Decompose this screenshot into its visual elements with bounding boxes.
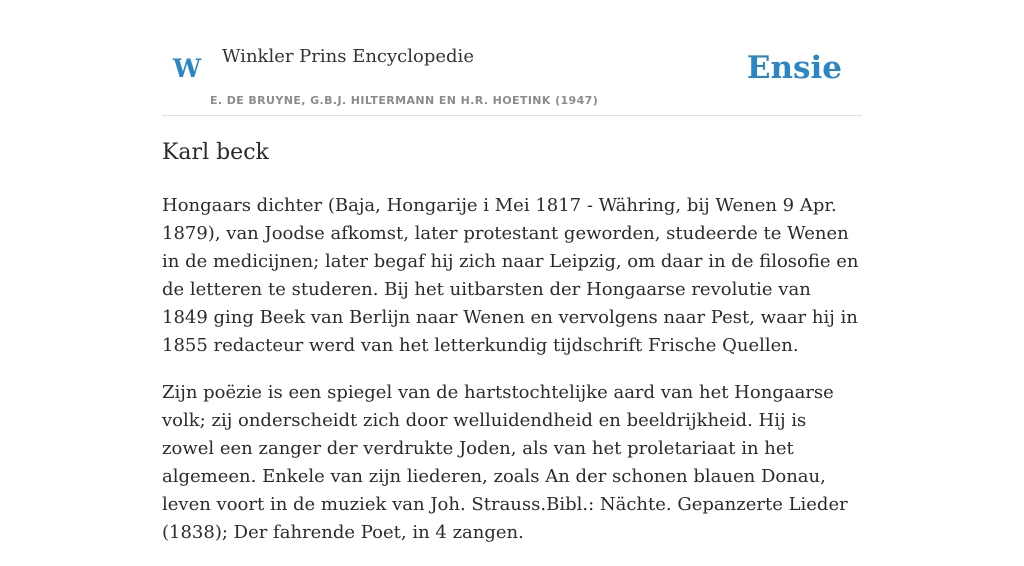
article-paragraph: Zijn poëzie is een spiegel van de hartstochtelijke aard van het Hongaarse volk; zij onderscheidt zich door welluidendheid en beeldrijkheid. Hij is zowel een zanger der verdrukte Joden, als van het proletariaat in het algemeen. Enkele van zijn liederen, zoals An der schonen blauen Donau, leven voort in de muziek van Joh. Strauss.Bibl.: Nächte. Gepanzerte Lieder (1838); Der fahrende Poet, in 4 zangen. <box>162 382 848 543</box>
article-body <box>162 192 862 566</box>
source-logo[interactable]: W <box>173 54 202 83</box>
source-authors: E. DE BRUYNE, G.B.J. HILTERMANN EN H.R. HOETINK (1947) <box>210 94 599 107</box>
article-paragraph: Hongaars dichter (Baja, Hongarije i Mei 1817 - Währing, bij Wenen 9 Apr. 1879), van Joodse afkomst, later protestant geworden, studeerde te Wenen in de medicijnen; later begaf hij zich naar Leipzig, om daar in de filosofie en de letteren te studeren. Bij het uitbarsten der Hongaarse revolutie van 1849 ging Beek van Berlijn naar Wenen en vervolgens naar Pest, waar hij in 1855 redacteur werd van het letterkundig tijdschrift Frische Quellen. <box>162 195 859 356</box>
ensie-logo-link[interactable]: Ensie <box>746 50 842 86</box>
source-title[interactable]: Winkler Prins Encyclopedie <box>222 46 474 67</box>
article-title: Karl beck <box>162 140 269 165</box>
source-header <box>162 40 862 116</box>
